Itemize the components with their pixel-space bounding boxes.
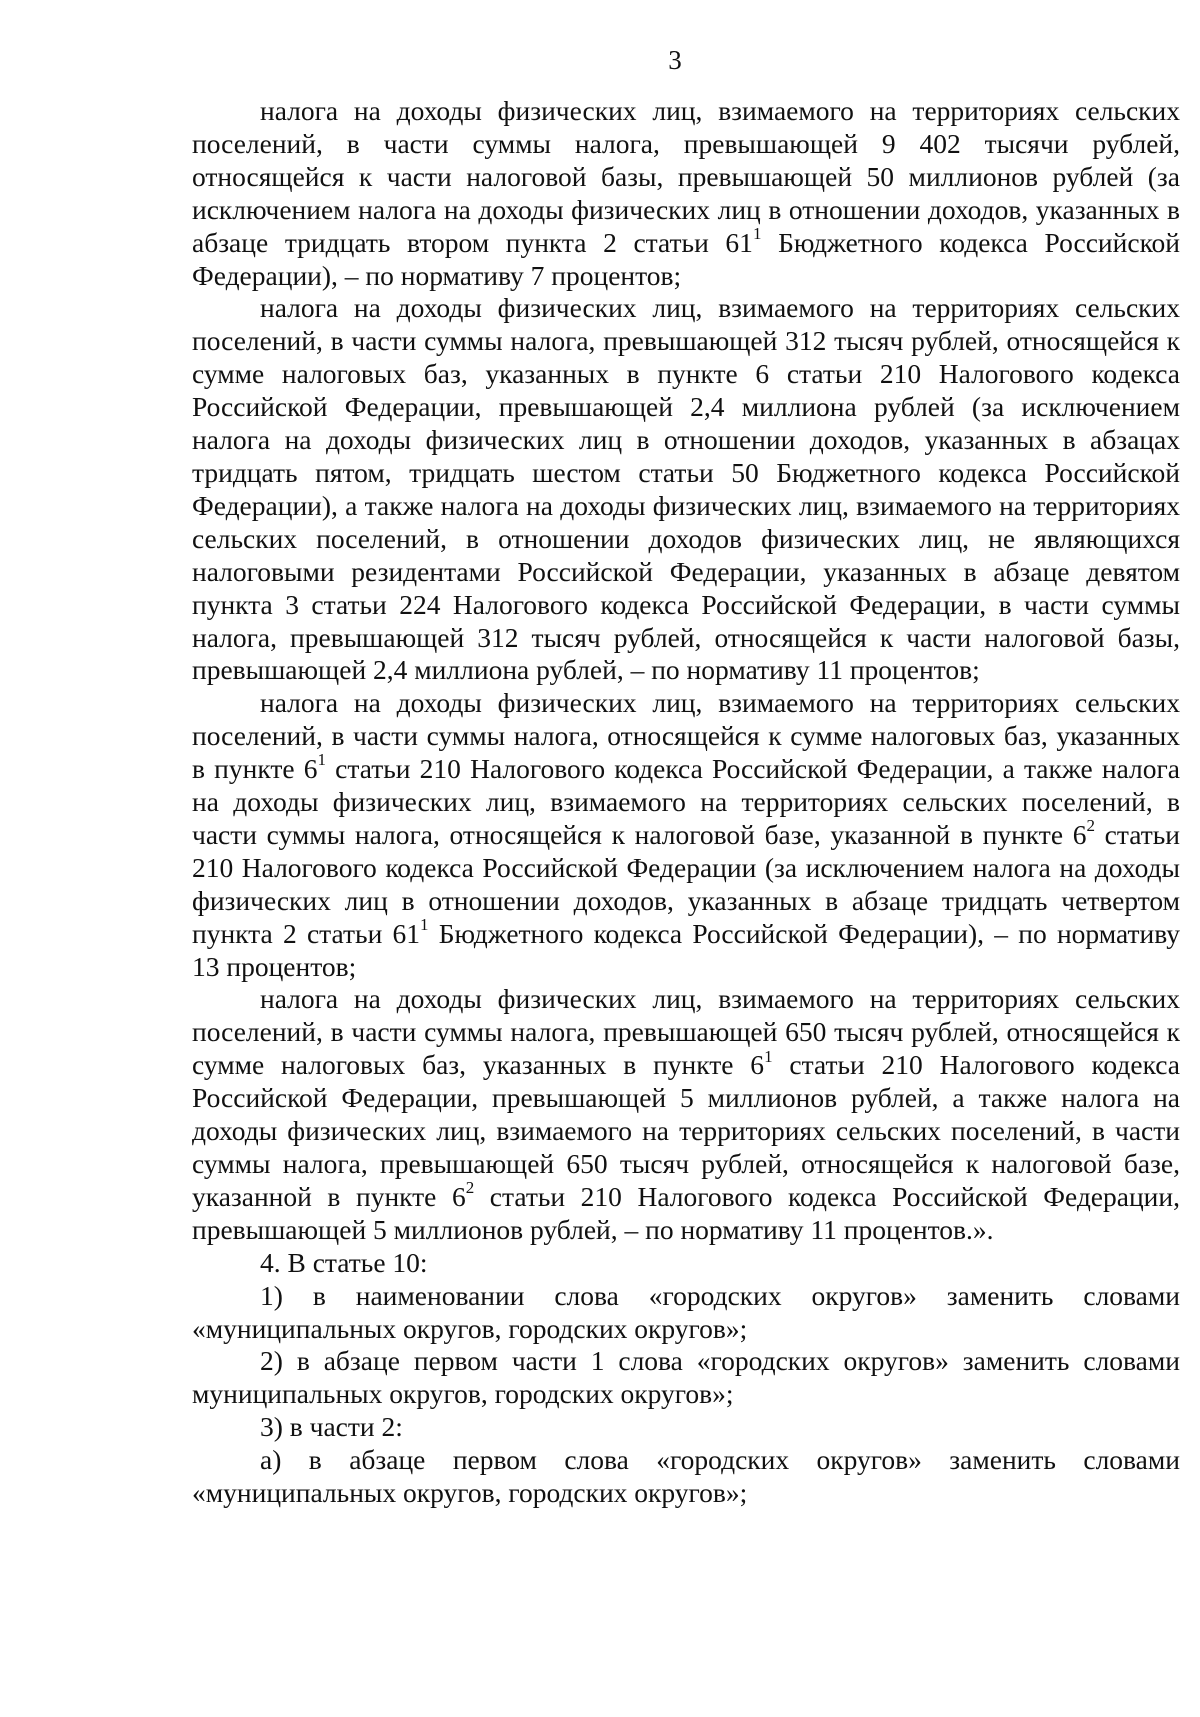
- text-run: статьи 210 Налогового кодекса Российской Федерации, а также налога на доходы физических лиц, взимаемого на территориях сельских поселений, в части суммы налога, относящейся к налоговой базе, указанной в пункте 6: [192, 753, 1180, 850]
- paragraph: [192, 292, 1180, 687]
- page-number: 3: [668, 45, 682, 75]
- paragraph: [192, 1280, 1180, 1346]
- paragraph: [192, 95, 1180, 292]
- text-run: а) в абзаце первом слова «городских округов» заменить словами «муниципальных округов, городских округов»;: [192, 1444, 1180, 1509]
- text-run: статьи 210 Налогового кодекса Российской Федерации (за исключением налога на доходы физических лиц в отношении доходов, указанных в абзаце тридцать четвертом пункта 2 статьи 61: [192, 818, 1180, 949]
- text-run: налога на доходы физических лиц, взимаемого на территориях сельских поселений, в части суммы налога, превышающей 312 тысяч рублей, относящейся к сумме налоговых баз, указанных в пункте 6 статьи 210 Налогового кодекса Российской Федерации, превышающей 2,4 миллиона рублей (за исключением налога на доходы физических лиц в отношении доходов, указанных в абзацах тридцать пятом, тридцать шестом статьи 50 Бюджетного кодекса Российской Федерации), а также налога на доходы физических лиц, взимаемого на территориях сельских поселений, в отношении доходов физических лиц, не являющихся налоговыми резидентами Российской Федерации, указанных в абзаце девятом пункта 3 статьи 224 Налогового кодекса Российской Федерации, в части суммы налога, превышающей 312 тысяч рублей, относящейся к части налоговой базы, превышающей 2,4 миллиона рублей, – по нормативу 11 процентов;: [192, 292, 1180, 686]
- text-run: 1) в наименовании слова «городских округов» заменить словами «муниципальных округов, городских округов»;: [192, 1279, 1180, 1344]
- text-run: налога на доходы физических лиц, взимаемого на территориях сельских поселений, в части суммы налога, превышающей 650 тысяч рублей, относящейся к сумме налоговых баз, указанных в пункте 6: [192, 983, 1180, 1081]
- superscript: 1: [317, 750, 326, 770]
- superscript: 2: [1086, 816, 1095, 836]
- paragraph: [192, 1444, 1180, 1510]
- paragraph: [192, 687, 1180, 983]
- text-run: статьи 210 Налогового кодекса Российской Федерации, превышающей 5 миллионов рублей, а также налога на доходы физических лиц, взимаемого на территориях сельских поселений, в части суммы налога, превышающей 650 тысяч рублей, относящейся к налоговой базе, указанной в пункте 6: [192, 1049, 1180, 1212]
- superscript: 1: [420, 914, 429, 934]
- text-run: налога на доходы физических лиц, взимаемого на территориях сельских поселений, в части суммы налога, превышающей 9 402 тысячи рублей, относящейся к части налоговой базы, превышающей 50 миллионов рублей (за исключением налога на доходы физических лиц в отношении доходов, указанных в абзаце тридцать втором пункта 2 статьи 61: [192, 95, 1180, 258]
- paragraph: [192, 1411, 1180, 1444]
- text-run: налога на доходы физических лиц, взимаемого на территориях сельских поселений, в части суммы налога, относящейся к сумме налоговых баз, указанных в пункте 6: [192, 687, 1180, 785]
- text-run: 3) в части 2:: [260, 1411, 403, 1443]
- paragraph: [192, 1247, 1180, 1280]
- text-run: статьи 210 Налогового кодекса Российской Федерации, превышающей 5 миллионов рублей, – по нормативу 11 процентов.».: [192, 1180, 1180, 1245]
- text-run: Бюджетного кодекса Российской Федерации), – по нормативу 13 процентов;: [192, 917, 1180, 982]
- text-run: 2) в абзаце первом части 1 слова «городских округов» заменить словами муниципальных округов, городских округов»;: [192, 1345, 1180, 1410]
- text-run: Бюджетного кодекса Российской Федерации), – по нормативу 7 процентов;: [192, 226, 1180, 291]
- superscript: 1: [764, 1046, 773, 1066]
- superscript: 1: [752, 223, 762, 243]
- superscript: 2: [465, 1178, 475, 1198]
- text-run: 4. В статье 10:: [260, 1246, 428, 1278]
- paragraph: [192, 983, 1180, 1246]
- document-body: [192, 95, 1180, 1510]
- paragraph: [192, 1345, 1180, 1411]
